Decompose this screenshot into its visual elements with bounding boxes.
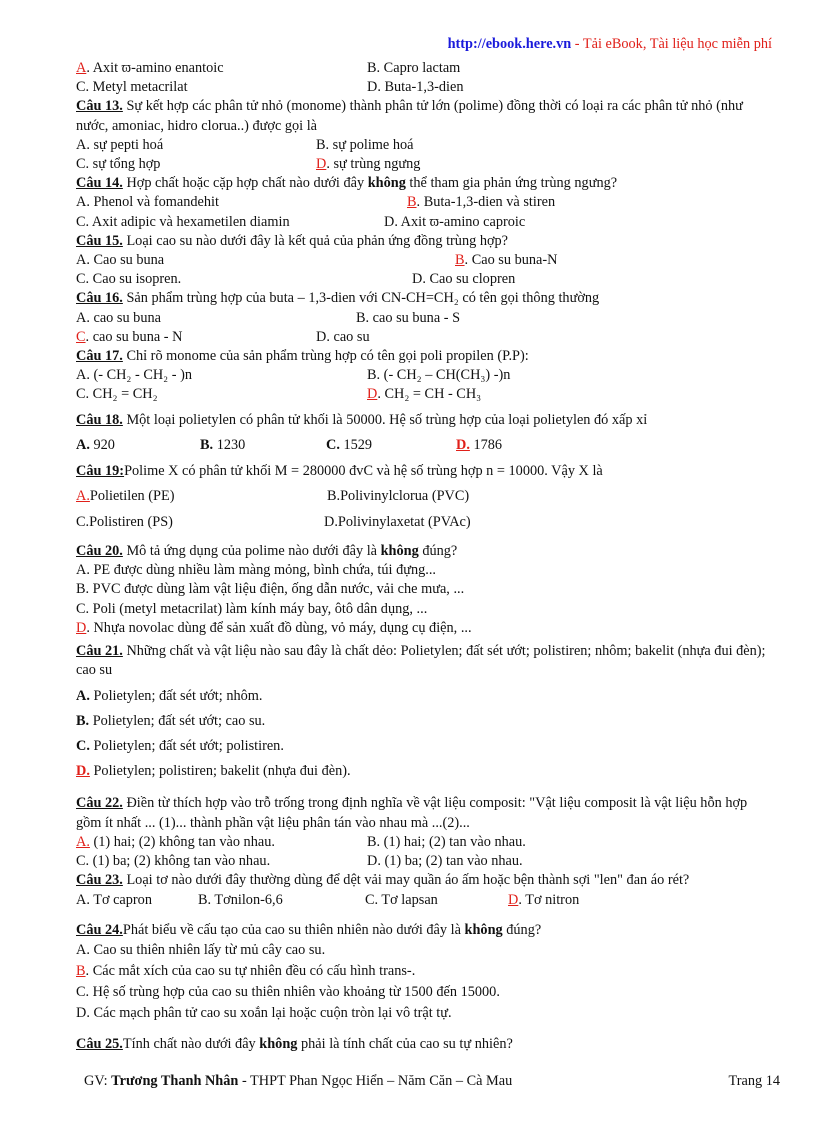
- q13-option-b: B. sự polime hoá: [316, 136, 414, 153]
- q13-option-c: C. sự tổng hợp: [76, 156, 161, 173]
- q14-emphasis: không: [367, 175, 406, 192]
- q15-stem: [76, 232, 772, 251]
- q16-options-row1: [76, 309, 772, 328]
- q21-option-b-label: B.: [76, 713, 90, 730]
- q21-stem: [76, 642, 772, 680]
- q24-text: Phát biểu về cấu tạo của cao su thiên nhiên nào dưới đây là: [122, 921, 465, 938]
- q16-option-c: . cao su buna - N: [85, 328, 183, 345]
- q24-option-a: A. Cao su thiên nhiên lấy từ mủ cây cao su.: [76, 941, 326, 958]
- q21-option-d: Polietylen; polistiren; bakelit (nhựa đui đèn).: [89, 763, 351, 780]
- q18-option-c-label: C.: [326, 436, 340, 453]
- q12-options-row2: [76, 78, 772, 97]
- q21-option-c: Polietylen; đất sét ướt; polistiren.: [89, 738, 284, 755]
- q22-option-b: B. (1) hai; (2) tan vào nhau.: [367, 833, 526, 850]
- footer-gv: GV:: [84, 1073, 112, 1089]
- q17-option-c: C. CH₂ = CH₂: [76, 386, 158, 403]
- q16-option-a: A. cao su buna: [76, 309, 161, 326]
- q19-answer-a: A.: [76, 488, 90, 505]
- q25-text: Tính chất nào dưới đây: [122, 1035, 260, 1052]
- q18-option-a-label: A.: [76, 436, 90, 453]
- q25-text-end: phải là tính chất của cao su tự nhiên?: [297, 1035, 513, 1052]
- q17-options-row2: [76, 385, 772, 404]
- q16-text: Sản phẩm trùng hợp của buta – 1,3-dien với CN-CH=CH₂ có tên gọi thông thường: [122, 290, 600, 307]
- q16-option-b: B. cao su buna - S: [356, 309, 461, 326]
- q12-option-c: C. Metyl metacrilat: [76, 79, 188, 96]
- q20-stem: [76, 542, 772, 561]
- q12-option-b: B. Capro lactam: [367, 60, 461, 76]
- q14-answer-b: B: [407, 194, 417, 211]
- q16-answer-c: C: [76, 328, 86, 345]
- q23-options-row: [76, 891, 772, 910]
- q24-option-d: D. Các mạch phân tử cao su xoắn lại hoặc cuộn tròn lại vô trật tự.: [76, 1004, 452, 1021]
- q21-option-b: Polietylen; đất sét ướt; cao su.: [89, 713, 266, 730]
- q17-stem: [76, 347, 772, 366]
- q15-options-row1: [76, 251, 772, 270]
- q16-label: Câu 16.: [76, 290, 123, 307]
- q12-option-d: D. Buta-1,3-dien: [367, 79, 464, 96]
- q18-answer-d: D.: [456, 436, 470, 453]
- footer-school: - THPT Phan Ngọc Hiển – Năm Căn – Cà Mau: [238, 1073, 513, 1089]
- q23-option-c: C. Tơ lapsan: [365, 891, 438, 908]
- q13-answer-d: D: [316, 156, 327, 173]
- q17-option-a: A. (- CH₂ - CH₂ - )n: [76, 367, 192, 384]
- q19-option-c: C.Polistiren (PS): [76, 514, 173, 531]
- q20-option-b: B. PVC được dùng làm vật liệu điện, ống dẫn nước, vải che mưa, ...: [76, 581, 465, 598]
- q14-text: Hợp chất hoặc cặp hợp chất nào dưới đây: [122, 175, 368, 192]
- q24-text-end: đúng?: [502, 921, 542, 938]
- q18-text: Một loại polietylen có phân tử khối là 50000. Hệ số trùng hợp của loại polietylen đó xấp xỉ: [122, 411, 648, 428]
- q13-options-row1: [76, 136, 772, 155]
- q19-text: Polime X có phân tử khối M = 280000 đvC và hệ số trùng hợp n = 10000. Vậy X là: [124, 462, 603, 479]
- q18-option-b: 1230: [213, 436, 246, 453]
- q16-options-row2: [76, 328, 772, 347]
- q15-text: Loại cao su nào dưới đây là kết quả của phản ứng đồng trùng hợp?: [122, 232, 509, 249]
- q20-option-d: . Nhựa novolac dùng để sản xuất đồ dùng, vỏ máy, dụng cụ điện, ...: [86, 619, 472, 636]
- q16-option-d: D. cao su: [316, 328, 370, 345]
- q17-answer-d: D: [367, 386, 378, 403]
- q22-text: Điền từ thích hợp vào trỗ trống trong định nghĩa về vật liệu composit: "Vật liệu composit là vật liệu hỗn hợp gồm ít nhất ... (1)... thành phần vật liệu phân tán vào nhau mà ...(2)...: [76, 795, 748, 831]
- q17-options-row1: [76, 366, 772, 385]
- q21-option-c-label: C.: [76, 738, 90, 755]
- q23-label: Câu 23.: [76, 872, 123, 889]
- q17-option-b: B. (- CH₂ – CH(CH₃) -)n: [367, 367, 511, 384]
- q18-option-a: 920: [89, 436, 115, 453]
- q15-option-d: D. Cao su clopren: [412, 271, 516, 288]
- q17-label: Câu 17.: [76, 348, 123, 365]
- header-tagline: - Tải eBook, Tài liệu học miễn phí: [571, 36, 772, 52]
- q24-label: Câu 24.: [76, 921, 123, 938]
- page-content: [76, 59, 772, 1054]
- q20-option-c: C. Poli (metyl metacrilat) làm kính máy bay, ôtô dân dụng, ...: [76, 600, 428, 617]
- q19-options-row2: [76, 511, 772, 533]
- q16-stem: [76, 289, 772, 308]
- q25-emphasis: không: [259, 1035, 298, 1052]
- q19-options-row1: [76, 485, 772, 507]
- q14-text-end: thể tham gia phản ứng trùng ngưng?: [405, 175, 618, 192]
- q15-label: Câu 15.: [76, 232, 123, 249]
- q24-option-c: C. Hệ số trùng hợp của cao su thiên nhiên vào khoảng từ 1500 đến 15000.: [76, 983, 500, 1000]
- q19-option-b: B.Polivinylclorua (PVC): [327, 488, 470, 505]
- q20-label: Câu 20.: [76, 543, 123, 560]
- q14-option-d: D. Axit ϖ-amino caproic: [384, 213, 526, 230]
- q14-option-c: C. Axit adipic và hexametilen diamin: [76, 213, 290, 230]
- q18-option-d: 1786: [469, 436, 503, 453]
- q24-emphasis: không: [464, 921, 503, 938]
- q23-option-d: . Tơ nitron: [518, 891, 580, 908]
- q20-emphasis: không: [380, 543, 419, 560]
- q22-options-row1: [76, 833, 772, 852]
- q19-option-d: D.Polivinylaxetat (PVAc): [324, 514, 471, 531]
- q13-label: Câu 13.: [76, 98, 123, 115]
- footer-page-number: Trang 14: [728, 1073, 780, 1089]
- q13-option-a: A. sự pepti hoá: [76, 136, 164, 153]
- q22-answer-a: A.: [76, 833, 90, 850]
- q14-option-a: A. Phenol và fomandehit: [76, 194, 219, 211]
- q20-text-end: đúng?: [418, 543, 458, 560]
- q20-option-a: A. PE được dùng nhiều làm màng mỏng, bình chứa, túi đựng...: [76, 562, 436, 579]
- q23-text: Loại tơ nào dưới đây thường dùng để dệt vải may quần áo ấm hoặc bện thành sợi "len" đan áo rét?: [122, 872, 690, 889]
- q18-option-c: 1529: [339, 436, 373, 453]
- q23-option-a: A. Tơ capron: [76, 891, 152, 908]
- q15-answer-b: B: [455, 252, 465, 269]
- q18-options-row: [76, 434, 772, 456]
- q14-label: Câu 14.: [76, 175, 123, 192]
- header-url[interactable]: http://ebook.here.vn: [447, 36, 572, 52]
- q15-option-c: C. Cao su isopren.: [76, 271, 182, 288]
- q12-option-a: . Axit ϖ-amino enantoic: [86, 60, 224, 76]
- q21-option-a-label: A.: [76, 688, 90, 705]
- q20-text: Mô tả ứng dụng của polime nào dưới đây là: [122, 543, 381, 560]
- q17-option-d: . CH₂ = CH - CH₃: [377, 386, 482, 403]
- q18-label: Câu 18.: [76, 411, 123, 428]
- q14-options-row1: [76, 193, 772, 212]
- footer-teacher-name: Trương Thanh Nhân: [111, 1073, 239, 1089]
- q14-options-row2: [76, 213, 772, 232]
- q14-stem: [76, 174, 772, 193]
- q24-answer-b: B: [76, 962, 86, 979]
- q19-stem: [76, 462, 772, 481]
- q22-label: Câu 22.: [76, 795, 123, 812]
- q19-option-a: Polietilen (PE): [89, 488, 175, 505]
- q13-option-d: . sự trùng ngưng: [326, 156, 421, 173]
- q22-stem: [76, 794, 772, 832]
- q22-options-row2: [76, 852, 772, 871]
- page-header: [448, 36, 772, 53]
- q25-label: Câu 25.: [76, 1035, 123, 1052]
- q24-option-b: . Các mắt xích của cao su tự nhiên đều có cấu hình trans-.: [85, 962, 416, 979]
- q15-option-b: . Cao su buna-N: [464, 252, 558, 269]
- q22-option-a: (1) hai; (2) không tan vào nhau.: [89, 833, 275, 850]
- q23-stem: [76, 871, 772, 890]
- q15-options-row2: [76, 270, 772, 289]
- q23-answer-d: D: [508, 891, 519, 908]
- q25-stem: [76, 1035, 772, 1054]
- q12-options-row1: [76, 59, 772, 78]
- q13-text: Sự kết hợp các phân tử nhỏ (monome) thành phân tử lớn (polime) đồng thời có loại ra các phân tử nhỏ (như nước, amoniac, hidro clorua..) được gọi là: [76, 98, 743, 134]
- q23-option-b: B. Tơnilon-6,6: [198, 891, 283, 908]
- q21-option-a: Polietylen; đất sét ướt; nhôm.: [89, 688, 263, 705]
- q20-answer-d: D: [76, 619, 87, 636]
- q17-text: Chỉ rõ monome của sản phẩm trùng hợp có tên gọi poli propilen (P.P):: [122, 348, 529, 365]
- q13-stem: [76, 97, 772, 135]
- q18-option-b-label: B.: [200, 436, 214, 453]
- q22-option-c: C. (1) ba; (2) không tan vào nhau.: [76, 853, 271, 870]
- q19-label: Câu 19:: [76, 462, 125, 479]
- q22-option-d: D. (1) ba; (2) tan vào nhau.: [367, 853, 523, 870]
- q15-option-a: A. Cao su buna: [76, 252, 165, 269]
- q21-text: Những chất và vật liệu nào sau đây là chất dẻo: Polietylen; đất sét ướt; polistiren; nhôm; bakelit (nhựa đui đèn); cao su: [76, 643, 766, 679]
- q24-stem: [76, 921, 772, 940]
- q18-stem: [76, 411, 772, 430]
- q14-option-b: . Buta-1,3-dien và stiren: [416, 194, 556, 211]
- page-footer: [84, 1073, 780, 1090]
- q13-options-row2: [76, 155, 772, 174]
- q21-label: Câu 21.: [76, 643, 123, 660]
- q12-answer-a: A: [76, 60, 87, 76]
- q21-answer-d: D.: [76, 763, 90, 780]
